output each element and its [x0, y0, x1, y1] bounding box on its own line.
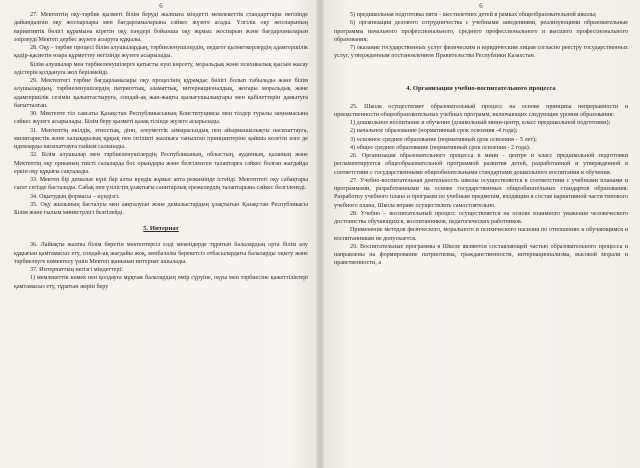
paragraph: 33. Мектеп бір демалыс күні бар алты күндік жұмыс апта режимінде істейді. Мектептегі оқу сабақтары сағат сегізде басталады. Сабақ пен үзілістің ұзақтығы санитарлық ережелердің талаптарына сәйкес белгіленеді.: [14, 177, 308, 192]
paragraph: Білім алушылар мен тәрбиеленушілерге қатысты күш көрсету, моральдық және психикалық қысым жасау әдістерін қолдануға жол берілмейді.: [14, 61, 308, 76]
paragraph: 5) предшкольная подготовка пяти - шестилетних детей в рамках общеобразовательной школы;: [350, 12, 597, 18]
section-heading: 4. Организация учебно-воспитательного процесса: [406, 84, 556, 92]
paragraph: 32. Білім алушылар мен тәрбиеленушілердің Республиканың, облыстың, ауданның, қаланың және Мектептің оқу орнының тиісті салаларда бос орындары және белгіленген талаптарға сәйкес болған жағдайда еркін оқу құқығы сақталады.: [14, 152, 308, 175]
paragraph: 3) основное среднее образование (нормативный срок освоения – 5 лет);: [350, 136, 537, 143]
paragraph: 29. Мектептегі тәрбие бағдарламалары оқу процесінің құрамдас бөлігі болып табылады және білім алушылардың, тәрбиеленушілердің патриоттық, азаматтық, интернационалдық, жоғары моральдық және адамгершілік сезімін қалыптастыруға, сондай-ақ жан-жақты қызығушылықтары мен қабілеттерін дамытуға бағытталған.: [14, 78, 308, 109]
paragraph: 36. Лайықты жалпы білім беретін мектептерсіз елді мекендерде тұратын балалардың орта білім алу құқығын қамтамасыз ету, сондай-ақ жағдайы жоқ, көпбалалы берекетсіз отбасылардағы балаларды оқыту және тәрбиелеуге көмектесу үшін Мектеп жанынан интернат ашылады.: [14, 242, 308, 265]
paragraph: 25. Школа осуществляет образовательный процесс на основе принципа непрерывности и преемственности общеобразовательных учебных программ, включающих следующие уровни образования:: [334, 103, 628, 118]
page-number: 6: [479, 2, 483, 10]
paragraph: Применение методов физического, морального и психического насилия по отношению к обучающимся и воспитанникам не допускается.: [334, 227, 628, 242]
paragraph: 28. Оқу - тәрбие процесі білім алушылардың, тәрбиеленушілердің, педагог қызметкерлердің адамгершілік қадір-қасиетін өзара құрметтеу негізінде жүзеге асырылады.: [14, 45, 308, 60]
paragraph: 27. Учебно-воспитательная деятельность школы осуществляется в соответствии с учебными планами и программами, разработанными на основе государственных общеобязательных стандартов образования. Разработку учебного плана и программ по учебным предметам, входящим в состав вариативной части типового учебного плана, Школа вправе осуществлять самостоятельно.: [334, 177, 628, 209]
paragraph: 1) мемлекеттік көмек пен қолдауға мұқтаж балалардың өмір сүруіне, оқуы мен тәрбиесіне қажеттіліктері қамтамасыз ету, тұратын жерін беру: [14, 275, 308, 290]
paragraph: 29. Воспитательные программы в Школе являются составляющей частью образовательного процесса и направлены на формирование патриотизма, гражданственности, интернационализма, высокой морали и нравственности, а: [334, 243, 628, 267]
paragraph: 4) общее среднее образование (нормативный срок освоения - 2 года).: [350, 144, 531, 151]
paragraph: 30. Мектепте тіл саясаты Қазақстан Республикасының Конституциясы мен тілдер туралы заңнамасына сәйкес жүзеге асырылады. Білім беру қызметі қазақ тілінде жүзеге асырылады.: [14, 111, 308, 126]
paragraph: 31. Мектептің өкілдік, этностық, дінн, әлеуметтік ымырасыздық пен айырмашылықты насихаттауға, милитаристік және халықаралық құқық пен ізгілікті жалпыға танылған принциптеріне қайшы келетін өзге де идеяларды насихаттауға тыйым салынады.: [14, 127, 308, 150]
paragraph: 7) оказание государственных услуг физическим и юридическим лицам согласно реестру государственных услуг, утвержденным постановлением Правительства Республики Казахстан.: [334, 45, 628, 60]
paragraph: 2) начальное образование (нормативный срок освоения -4 года);: [350, 128, 518, 135]
left-page-kazakh: [0, 0, 318, 468]
paragraph: 37. Интернаттың негізгі міндеттері:: [30, 267, 123, 273]
paragraph: 35. Оқу жылының басталуы мен аяқталуын және демалыстардың ұзақтығын Қазақстан Республикасы Білім және ғылым министрлігі белгілейді.: [14, 201, 308, 216]
right-page-russian: [322, 0, 640, 468]
paragraph: 28. Учебно – воспитательный процесс осуществляется на основе взаимного уважения человеческого достоинства обучающихся, воспитанников, педагогических работников.: [334, 210, 628, 225]
section-heading-text: 5. Интернат: [143, 225, 179, 233]
paragraph: 6) организация делового сотрудничества с учебными заведениями, реализующими образовательные программы начального профессионального, среднего профессионального и высшего профессионального образования;: [334, 20, 628, 43]
paragraph: 27. Мектептің оқу-тәрбие қызметі білім беруді жалпыға міндетті мемлекеттік стандарттары негізінде дайындалған оқу жоспарлары мен бағдарламаларына сәйкес жүзеге асады. Үлгілік оқу жоспарының вариативтік бөлігі құрамына кіретін оқу пәндері бойынша оқу жұмыс жоспарын және бағдарламаларын әзірлеуді Мектеп дербес жүзеге асыруға құқылы.: [14, 12, 308, 43]
paragraph: 26. Организация образовательного процесса в мини - центре и класс предшкольной подготовки регламентируется общеобразовательной программой развития детей, разработанной и утвержденной в соответствии с государственными общеобязательными стандартами дошкольного воспитания и обучения.: [334, 153, 628, 176]
paragraph: 34. Оқытудың формасы – күндізгі.: [30, 193, 120, 200]
section-heading: [14, 225, 308, 233]
page-number: 6: [159, 2, 163, 10]
paragraph: 1) дошкольное воспитание и обучение (дошкольный мини-центр, класс предшкольной подготовки);: [350, 120, 611, 126]
